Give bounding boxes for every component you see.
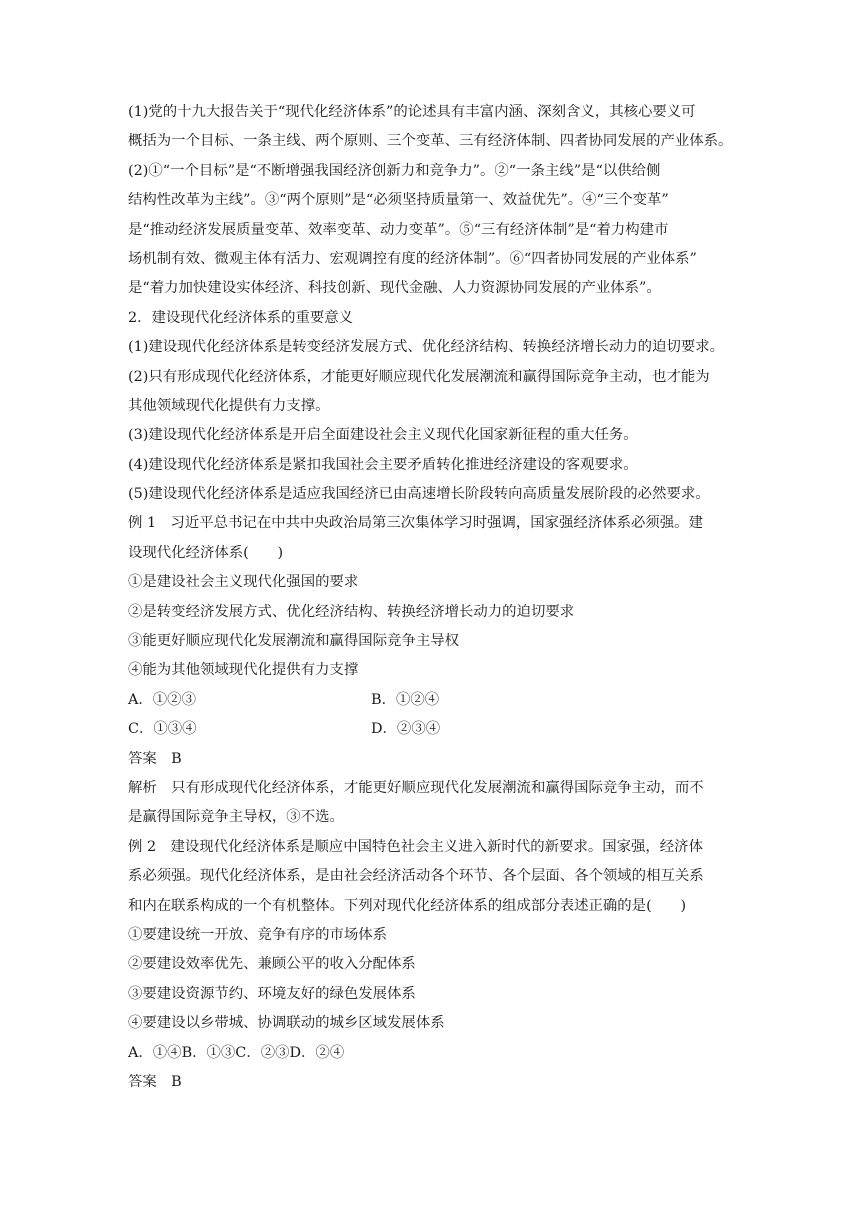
example-1-question: 例 1 习近平总书记在中共中央政治局第三次集体学习时强调，国家强经济体系必须强。建 [128, 515, 703, 532]
example-2-question: 例 2 建设现代化经济体系是顺应中国特色社会主义进入新时代的新要求。国家强，经济体 [128, 838, 703, 855]
text-line: (1)党的十九大报告关于“现代化经济体系”的论述具有丰富内涵、深刻含义，其核心要义可 [128, 104, 696, 120]
example-1-statement: ①是建设社会主义现代化强国的要求 [128, 574, 359, 591]
example-1-statement: ③能更好顺应现代化发展潮流和赢得国际竞争主导权 [128, 633, 459, 650]
text-line: (2)只有形成现代化经济体系，才能更好顺应现代化发展潮流和赢得国际竞争主动，也才能为 [128, 368, 710, 385]
document-body [128, 98, 738, 1097]
example-2-statement: ①要建设统一开放、竞争有序的市场体系 [128, 926, 388, 943]
text-line: (3)建设现代化经济体系是开启全面建设社会主义现代化国家新征程的重大任务。 [128, 427, 638, 444]
example-1-analysis: 解析 只有形成现代化经济体系，才能更好顺应现代化发展潮流和赢得国际竞争主动，而不 [128, 779, 704, 796]
text-line: 场机制有效、微观主体有活力、宏观调控有度的经济体制”。⑥“四者协同发展的产业体系” [128, 250, 697, 267]
example-1-answer: 答案 B [128, 750, 182, 767]
text-line: 是“着力加快建设实体经济、科技创新、现代金融、人力资源协同发展的产业体系”。 [128, 280, 661, 297]
example-2-question: 和内在联系构成的一个有机整体。下列对现代化经济体系的组成部分表述正确的是( ) [128, 897, 687, 914]
example-2-statement: ④要建设以乡带城、协调联动的城乡区域发展体系 [128, 1015, 445, 1032]
option-b: B．①②④ [371, 691, 440, 708]
example-1-statement: ②是转变经济发展方式、优化经济结构、转换经济增长动力的迫切要求 [128, 603, 575, 620]
section-heading: 2．建设现代化经济体系的重要意义 [128, 309, 354, 326]
example-1-statement: ④能为其他领域现代化提供有力支撑 [128, 662, 359, 679]
option-c: C．①③④ [128, 721, 197, 738]
example-1-question: 设现代化经济体系( ) [128, 544, 284, 561]
text-line: 是“推动经济发展质量变革、效率变革、动力变革”。⑤“三有经济体制”是“着力构建市 [128, 221, 669, 238]
example-2-options: A．①④B．①③C．②③D．②④ [128, 1044, 345, 1061]
text-line: 其他领域现代化提供有力支撑。 [128, 397, 330, 414]
option-a: A．①②③ [128, 691, 196, 708]
text-line: (2)①“一个目标”是“不断增强我国经济创新力和竞争力”。②“一条主线”是“以供给侧 [128, 162, 661, 179]
example-1-options-row [128, 715, 738, 744]
example-2-answer: 答案 B [128, 1073, 182, 1090]
example-2-statement: ③要建设资源节约、环境友好的绿色发展体系 [128, 985, 416, 1002]
example-1-options-row [128, 686, 738, 715]
example-1-analysis: 是赢得国际竞争主导权，③不选。 [128, 809, 344, 826]
example-2-statement: ②要建设效率优先、兼顾公平的收入分配体系 [128, 956, 416, 973]
text-line: 结构性改革为主线”。③“两个原则”是“必须坚持质量第一、效益优先”。④“三个变革” [128, 192, 669, 209]
option-d: D．②③④ [371, 721, 441, 738]
text-line: 概括为一个目标、一条主线、两个原则、三个变革、三有经济体制、四者协同发展的产业体系。 [128, 133, 733, 150]
example-2-question: 系必须强。现代化经济体系，是由社会经济活动各个环节、各个层面、各个领域的相互关系 [128, 868, 704, 885]
text-line: (1)建设现代化经济体系是转变经济发展方式、优化经济结构、转换经济增长动力的迫切要求。 [128, 339, 725, 356]
text-line: (4)建设现代化经济体系是紧扣我国社会主要矛盾转化推进经济建设的客观要求。 [128, 456, 638, 473]
text-line: (5)建设现代化经济体系是适应我国经济已由高速增长阶段转向高质量发展阶段的必然要求。 [128, 486, 710, 503]
